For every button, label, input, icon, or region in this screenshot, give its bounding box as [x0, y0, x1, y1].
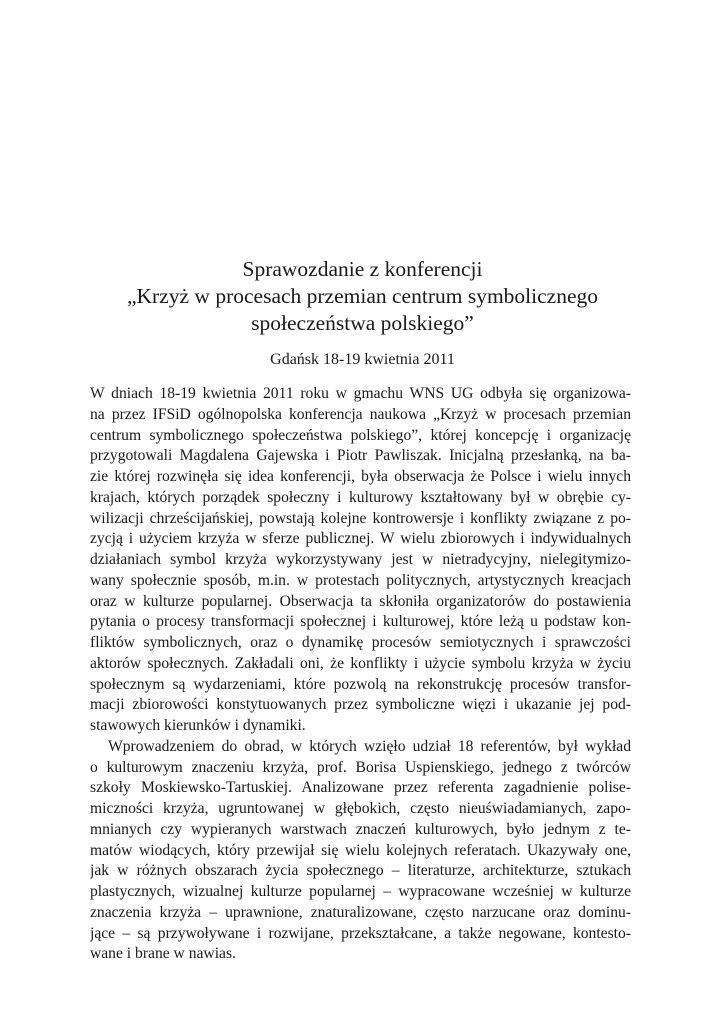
- text-line: Wprowadzeniem do obrad, w których wzięło udział 18 referentów, był wykład: [108, 737, 631, 755]
- title-line-1: Sprawozdanie z konferencji: [242, 257, 483, 281]
- page-title: [60, 256, 665, 337]
- text-line: społecznym są wydarzeniami, które pozwolą na rekonstrukcję procesów transfor-: [90, 675, 631, 693]
- text-line: centrum symbolicznego społeczeństwa polskiego”, której koncepcję i organizację: [90, 426, 631, 444]
- text-line: macji zbiorowości konstytuowanych przez symboliczne więzi i ukazanie jej pod-: [90, 696, 631, 714]
- text-line: jące – są przywoływane i rozwijane, przekształcane, a także negowane, kontesto-: [90, 924, 631, 942]
- text-line: oraz w kulturze popularnej. Obserwacja ta skłoniła organizatorów do postawienia: [90, 592, 631, 610]
- text-line: plastycznych, wizualnej kulturze popularnej – wypracowane wcześniej w kulturze: [90, 883, 631, 900]
- text-line: wany społecznie sposób, m.in. w protestach politycznych, artystycznych kreacjach: [90, 571, 631, 589]
- text-line: przygotowali Magdalena Gajewska i Piotr Pawliszak. Inicjalną przesłanką, na ba-: [90, 447, 631, 465]
- text-line: wane i brane w nawias.: [90, 945, 236, 963]
- text-line: szkoły Moskiewsko-Tartuskiej. Analizowane przez referenta zagadnienie polise-: [90, 779, 631, 797]
- text-line: pytania o procesy transformacji społecznej i kulturowej, które leżą u podstaw kon-: [90, 613, 631, 631]
- text-line: wilizacji chrześcijańskiej, powstają kolejne kontrowersje i konflikty związane z po-: [90, 509, 631, 527]
- text-line: znaczenia krzyża – uprawnione, znaturalizowane, często narzucane oraz dominu-: [90, 903, 631, 921]
- text-line: miczności krzyża, ugruntowanej w głębokich, często nieuświadamianych, zapo-: [90, 800, 631, 817]
- text-line: aktorów społecznych. Zakładali oni, że konflikty i użycie symbolu krzyża w życiu: [90, 654, 631, 672]
- paragraph-2: [90, 737, 631, 965]
- title-line-2: „Krzyż w procesach przemian centrum symbolicznego: [126, 284, 598, 308]
- paragraph-1: [90, 384, 631, 737]
- text-line: mnianych czy wypieranych warstwach znaczeń kulturowych, było jednym z te-: [90, 820, 631, 838]
- text-line: o kulturowym znaczeniu krzyża, prof. Borisa Uspienskiego, jednego z twórców: [90, 758, 631, 776]
- text-line: krajach, których porządek społeczny i kulturowy kształtowany był w obrębie cy-: [90, 488, 631, 506]
- text-line: stawowych kierunków i dynamiki.: [90, 717, 306, 734]
- text-line: W dniach 18-19 kwietnia 2011 roku w gmachu WNS UG odbyła się organizowa-: [90, 385, 631, 402]
- text-line: matów wiodących, który przewijał się wielu kolejnych referatach. Ukazywały one,: [90, 841, 631, 859]
- text-line: fliktów symbolicznych, oraz o dynamikę procesów semiotycznych i sprawczości: [90, 634, 631, 651]
- conference-date: Gdańsk 18-19 kwietnia 2011: [270, 351, 455, 368]
- text-line: zycją i użyciem krzyża w sferze publicznej. W wielu zbiorowych i indywidualnych: [90, 530, 631, 548]
- title-line-3: społeczeństwa polskiego”: [251, 311, 474, 335]
- text-line: na przez IFSiD ogólnopolska konferencja naukowa „Krzyż w procesach przemian: [90, 405, 631, 423]
- text-line: jak w różnych obszarach życia społecznego – literaturze, architekturze, sztukach: [90, 862, 631, 880]
- report-body: [90, 384, 631, 965]
- text-line: działaniach symbol krzyża wykorzystywany jest w nietradycyjny, nielegitymizo-: [90, 551, 631, 568]
- text-line: zie której rozwinęła się idea konferencji, była obserwacja że Polsce i wielu innych: [90, 468, 631, 485]
